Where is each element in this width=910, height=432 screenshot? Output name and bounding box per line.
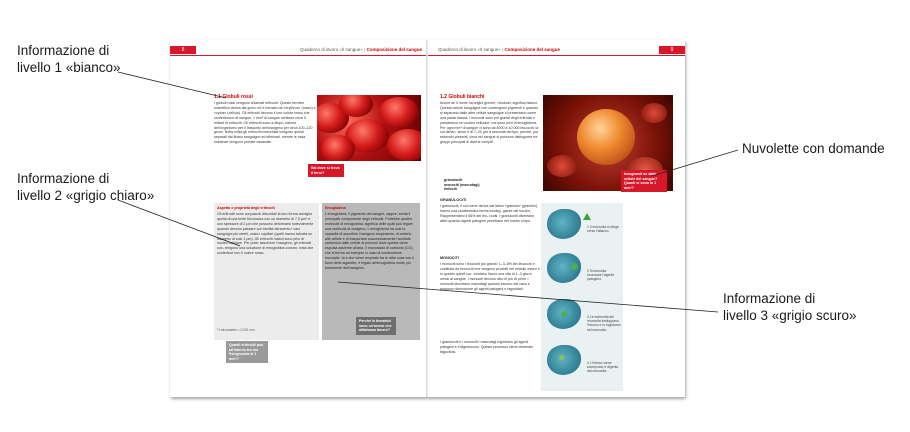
callout-level-2: Informazione di livello 2 «grigio chiaro» (17, 171, 155, 203)
right-section-title: 1.2 Globuli bianchi (440, 94, 485, 100)
monociti-text: I monociti sono i leucociti più grandi: 1–3–8% dei leucociti e costituita da monociti che vengono prodotti nel midollo osseo e in questo quindi cor- ciriolano l'anno una vita di 1–3 giorni ormai al sangue. I monociti devono dico le più di primi. I monociti diventano macrofagi quando escono dal vaso e possono riconoscere gli agenti patogeni e fagocitarli. (440, 262, 540, 291)
step-4-label: 4 L'intruso viene scomposto e digerito dal monocita. (587, 361, 619, 374)
left-intro-text: I globuli rossi vengono chiamati eritrociti. Questo termine scientifico deriva dal greco ed è formato da «erythros» (rosso) e «cytos» (cellula). Gli eritrociti devono il loro colore rosso che conferiscono al sangue, 1 mm³ di sangue contiene circa 5 milioni di eritrociti. Gli eritrociti sono a dispo- sizione dell'organismo per il trasporto dell'ossigeno per circa 100–120 giorni. Nella milza gli eritrociti invecchiati vengono quindi separati dal flusso sanguigno ed eliminati, mentre le ossa sostanze vengono portate ossanate. (214, 101, 316, 145)
right-red-bubble-text: Insegnanti no dalle cellule del sangue? Quanti ci sono in 1 mm³? (624, 172, 658, 190)
left-dark-bubble-text: Perché le fumatrici sono un'acrosi che affaticano favore? (359, 319, 392, 333)
left-section-title: 1.1 Globuli rossi (214, 94, 253, 100)
list-item: linfociti (444, 187, 457, 192)
callout-level-3: Informazione di livello 3 «grigio scuro» (723, 291, 857, 323)
left-running-subtitle: Composizione del sangue (366, 47, 422, 52)
granulociti-text: I granulociti, il cui nome deriva dal latino «granulo» (granello), hanno una caratteristica forma tondeg- giante del nucleo. Rappresentano il 65% dei leu- cociti. I granulociti diventano attivi quando agenti patogeni penetrano nel nostro corpo. (440, 204, 538, 223)
list-item: monociti (macrofagi) (444, 182, 480, 187)
leader-line-level-3 (338, 282, 718, 312)
leader-line-level-1 (118, 72, 226, 98)
phagocytosis-text: I granulociti e i monociti / macrofagi inglobano gli agenti patogeni e li digeriscono. Queste processo viene chiamato fagocitosi. (440, 340, 534, 354)
level3-box-title: Emoglobina (325, 206, 346, 210)
step-1-label: 1 Il monocita si dirige verso l'attacco. (587, 225, 619, 234)
right-intro-text: Anche se il nome ha origini greche, «leukos» significa bianco. Questa cellule sanguigne non contengono pigmenti e quando si separano dalle altre cellule sanguigne si presentano come una pasta bianca. I leucociti sono più grandi degli eritrociti e possiedono un nucleo cellulare, ma sono privi di emoglobina. Per ogni mm³ di sangue vi sono da 4000 a 10 000 leucociti, la cui dimen- sione è di 7–20 µm a seconda del tipo, perché, pur essendo presenti, circa nel sangue si possono distinguere tre gruppi principali di diversi compiti: (440, 101, 539, 145)
leader-line-bubbles (652, 150, 738, 176)
left-grey-bubble-text: Quanti eritrociti può all'interno tra tuo fisiognomia di 1 mm³? (229, 343, 264, 361)
right-running-subtitle: Composizione del sangue (504, 47, 560, 52)
level2-box-text: Gli eritrociti sono corpuscoli discoidali la loro forma somiglia quella di una lente biconcava con un diametro di 7,5 µm* e uno spessore di 2 µm che possono deformarsi notevolmente quando devono passare con facilità attraverso i vasi sanguigni più stretti, ossia i capillari (quelli hanno talvolta un diametro di solo 1 µm). Gli eritrociti maturi sono privi di nucleo cellulare. Per poter assolvere l'ossigeno, gli eritrociti con- tengono una soluzione di emoglobina concen- trata che conferisce loro il colore rosso. (217, 212, 314, 256)
right-running-title: Quaderno di lavoro «Il sangue» (438, 47, 501, 52)
left-running-title: Quaderno di lavoro «Il sangue» (300, 47, 363, 52)
right-running-header: Quaderno di lavoro «Il sangue» | Composizione del sangue (438, 47, 560, 52)
left-running-header: Quaderno di lavoro «Il sangue» | Composizione del sangue (300, 47, 422, 52)
callout-level-1: Informazione di livello 1 «bianco» (17, 43, 121, 75)
callout-question-bubbles: Nuvolette con domande (742, 141, 885, 156)
right-page-number: 9 (659, 46, 685, 54)
leader-line-level-2 (118, 200, 240, 246)
step-2-label: 2 Il monocita riconosce l'agente patogeno. (587, 269, 615, 282)
list-item: granulociti (444, 178, 463, 182)
monociti-heading: MONOCITI (440, 256, 459, 260)
level3-box-text: L'emoglobina, il pigmento del sangue, rappre- senta il principale componente degli eritrociti. Potrebbe quattro molecole di emoglobina, significa delle quali può legare una molecola di ossigeno. L'emoglobina ha così la capacità di assorbire l'ossigeno respiratorio, di cederlo alle cellule e di trasportare successivamente l'anidride carbonica dalle cellule ai polmoni dove questa viene espulsa assieme all'aria. Il monossido di carbonio (CO), che si forma ad esempio in caso di combustione incomple- ta e che viene respirato fra le altre cose con il fumo delle sigarette, è legato all'emoglobina molto più fortemente dell'ossigeno. (325, 212, 414, 270)
left-page-number: 8 (170, 46, 196, 54)
granulociti-heading: GRANULOCITI (440, 198, 467, 202)
level2-box-title: Aspetto e proprietà degli eritrociti (217, 206, 275, 210)
left-red-bubble-text: Sai dove si trova il ferro? (311, 166, 340, 175)
step-3-label: 3 Le estremità del monocita inviluppano l'intruso e lo inglobano nel monocito. (587, 315, 621, 332)
level2-footnote: *1 micrometro = 0,001 mm (217, 328, 255, 332)
